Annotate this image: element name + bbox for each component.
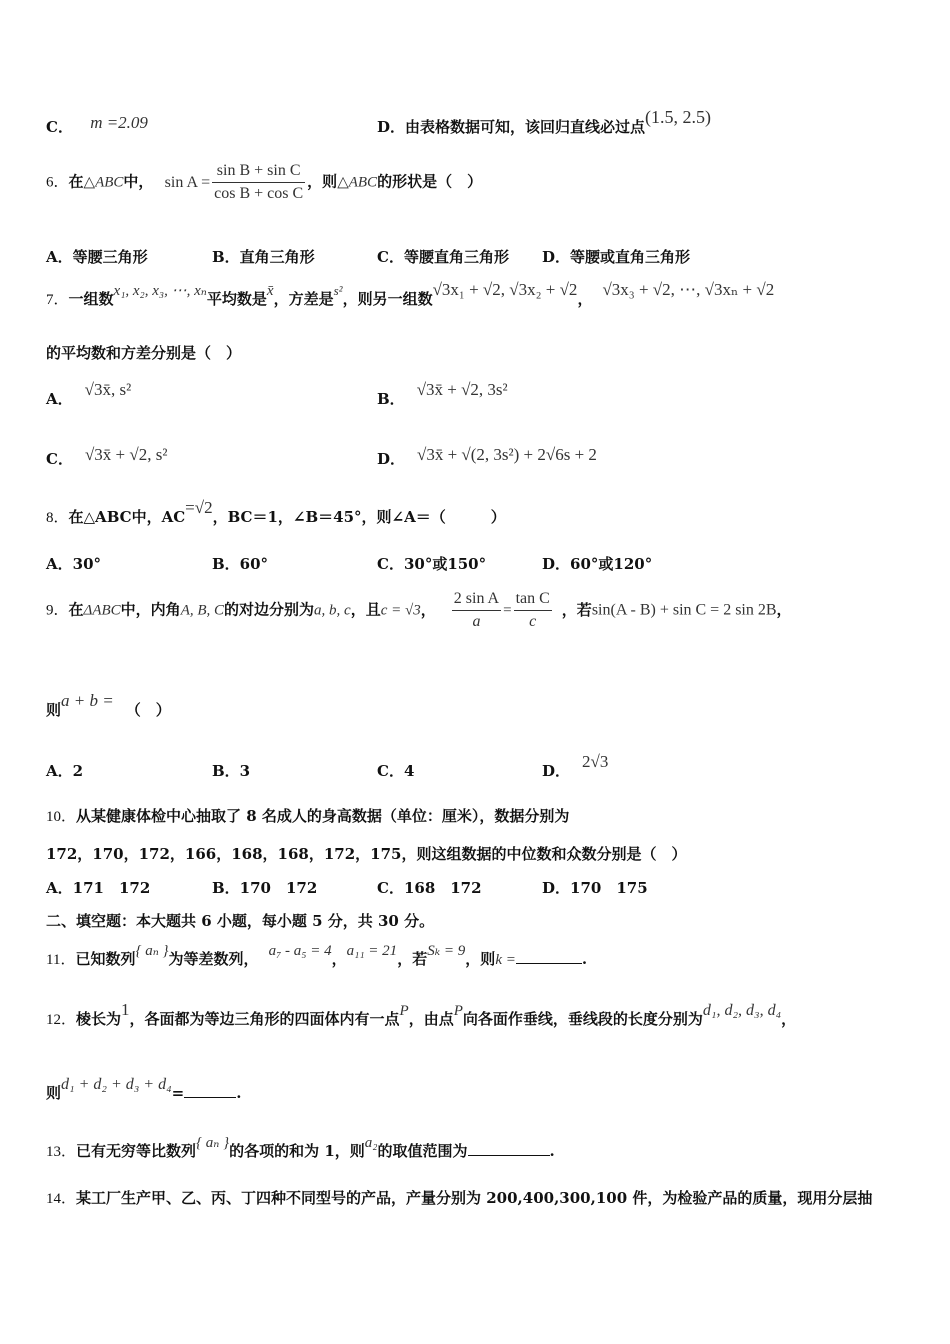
q8-option-b: B．60° <box>212 555 269 573</box>
q7-option-b: B． √3x̄ + √2, 3s² <box>377 380 508 408</box>
q12-answer-blank[interactable] <box>184 1097 236 1098</box>
q10-option-a: A．171 172 <box>46 879 151 897</box>
q9-option-a: A．2 <box>46 762 84 780</box>
q10-option-b: B．170 172 <box>212 879 318 897</box>
q9-fraction-left: $\frac{\text{2 sin A}}{a}$ <box>453 590 500 630</box>
question-6: 6．在△ABC中， sin A = $\frac{\text{sin B + sin C}}{\text{cos B + cos C}}$ ，则△ABC的形状是（ ） <box>46 160 482 205</box>
q6-option-d: D．等腰或直角三角形 <box>542 248 691 266</box>
point-coordinates: (1.5, 2.5) <box>645 107 712 127</box>
question-9-line-2: 则a + b = （ ） <box>46 691 171 719</box>
q5-option-d: D．由表格数据可知，该回归直线必过点(1.5, 2.5) <box>377 107 712 136</box>
q11-answer-blank[interactable] <box>516 963 582 964</box>
q8-option-a: A．30° <box>46 555 102 573</box>
q7-option-a: A． √3x̄, s² <box>46 380 132 408</box>
q6-fraction: $\frac{\text{sin B + sin C}}{\text{cos B + cos C}}$ <box>214 162 304 202</box>
q7-option-c: C． √3x̄ + √2, s² <box>46 445 168 468</box>
question-8: 8．在△ABC中，AC=√2，BC＝1，∠B＝45°，则∠A＝（ ） <box>46 498 506 526</box>
question-12: 12．棱长为1，各面都为等边三角形的四面体内有一点P，由点P向各面作垂线，垂线段的长度分别为d₁, d₂, d₃, d₄， <box>46 1000 797 1028</box>
q6-option-b: B．直角三角形 <box>212 248 315 266</box>
q6-option-c: C．等腰直角三角形 <box>377 248 509 266</box>
q13-answer-blank[interactable] <box>468 1155 550 1156</box>
q8-option-c: C．30°或150° <box>377 555 487 573</box>
q9-option-b: B．3 <box>212 762 251 780</box>
q8-option-d: D．60°或120° <box>542 555 653 573</box>
section-2-heading: 二、填空题：本大题共 6 小题，每小题 5 分，共 30 分。 <box>46 912 435 930</box>
question-7-line-2: 的平均数和方差分别是（ ） <box>46 344 242 362</box>
question-7: 7．一组数x₁, x₂, x₃, ⋯, xₙ平均数是x̄，方差是s²，则另一组数√3x₁ + √2, √3x₂ + √2， √3x₃ + √2, ⋯, √3xₙ + √2 <box>46 280 775 308</box>
question-14: 14．某工厂生产甲、乙、丙、丁四种不同型号的产品，产量分别为 200,400,300,100 件，为检验产品的质量，现用分层抽 <box>46 1189 873 1207</box>
question-13: 13．已有无穷等比数列{ aₙ }的各项的和为 1，则a₂的取值范围为 . <box>46 1135 555 1160</box>
question-9: 9．在ΔABC中，内角A, B, C的对边分别为a, b, c，且c = √3， $\frac{\text{2 sin A}}{a}$ = $\frac{\text{tan C}}{c}$ ，若sin(A - B) + sin C = 2 sin 2B， <box>46 588 792 633</box>
q5-option-c-math: m =2.09 <box>90 113 148 132</box>
q9-fraction-right: $\frac{\text{tan C}}{c}$ <box>515 590 550 630</box>
q10-option-c: C．168 172 <box>377 879 482 897</box>
q9-option-d: D． 2√3 <box>542 752 609 780</box>
question-12-line-2: 则d₁ + d₂ + d₃ + d₄= . <box>46 1076 242 1102</box>
q9-option-c: C．4 <box>377 762 415 780</box>
question-10: 10．从某健康体检中心抽取了 8 名成人的身高数据（单位：厘米），数据分别为 <box>46 807 570 825</box>
q5-option-c: C． m =2.09 <box>46 113 148 136</box>
question-10-line-2: 172，170，172，166，168，168，172，175，则这组数据的中位数和众数分别是（ ） <box>46 845 687 863</box>
question-11: 11．已知数列{ aₙ }为等差数列， a₇ - a₅ = 4，a₁₁ = 21，若Sₖ = 9，则k = . <box>46 943 588 968</box>
q10-option-d: D．170 175 <box>542 879 648 897</box>
q6-option-a: A．等腰三角形 <box>46 248 148 266</box>
q7-option-d: D． √3x̄ + √(2, 3s²) + 2√6s + 2 <box>377 445 597 468</box>
